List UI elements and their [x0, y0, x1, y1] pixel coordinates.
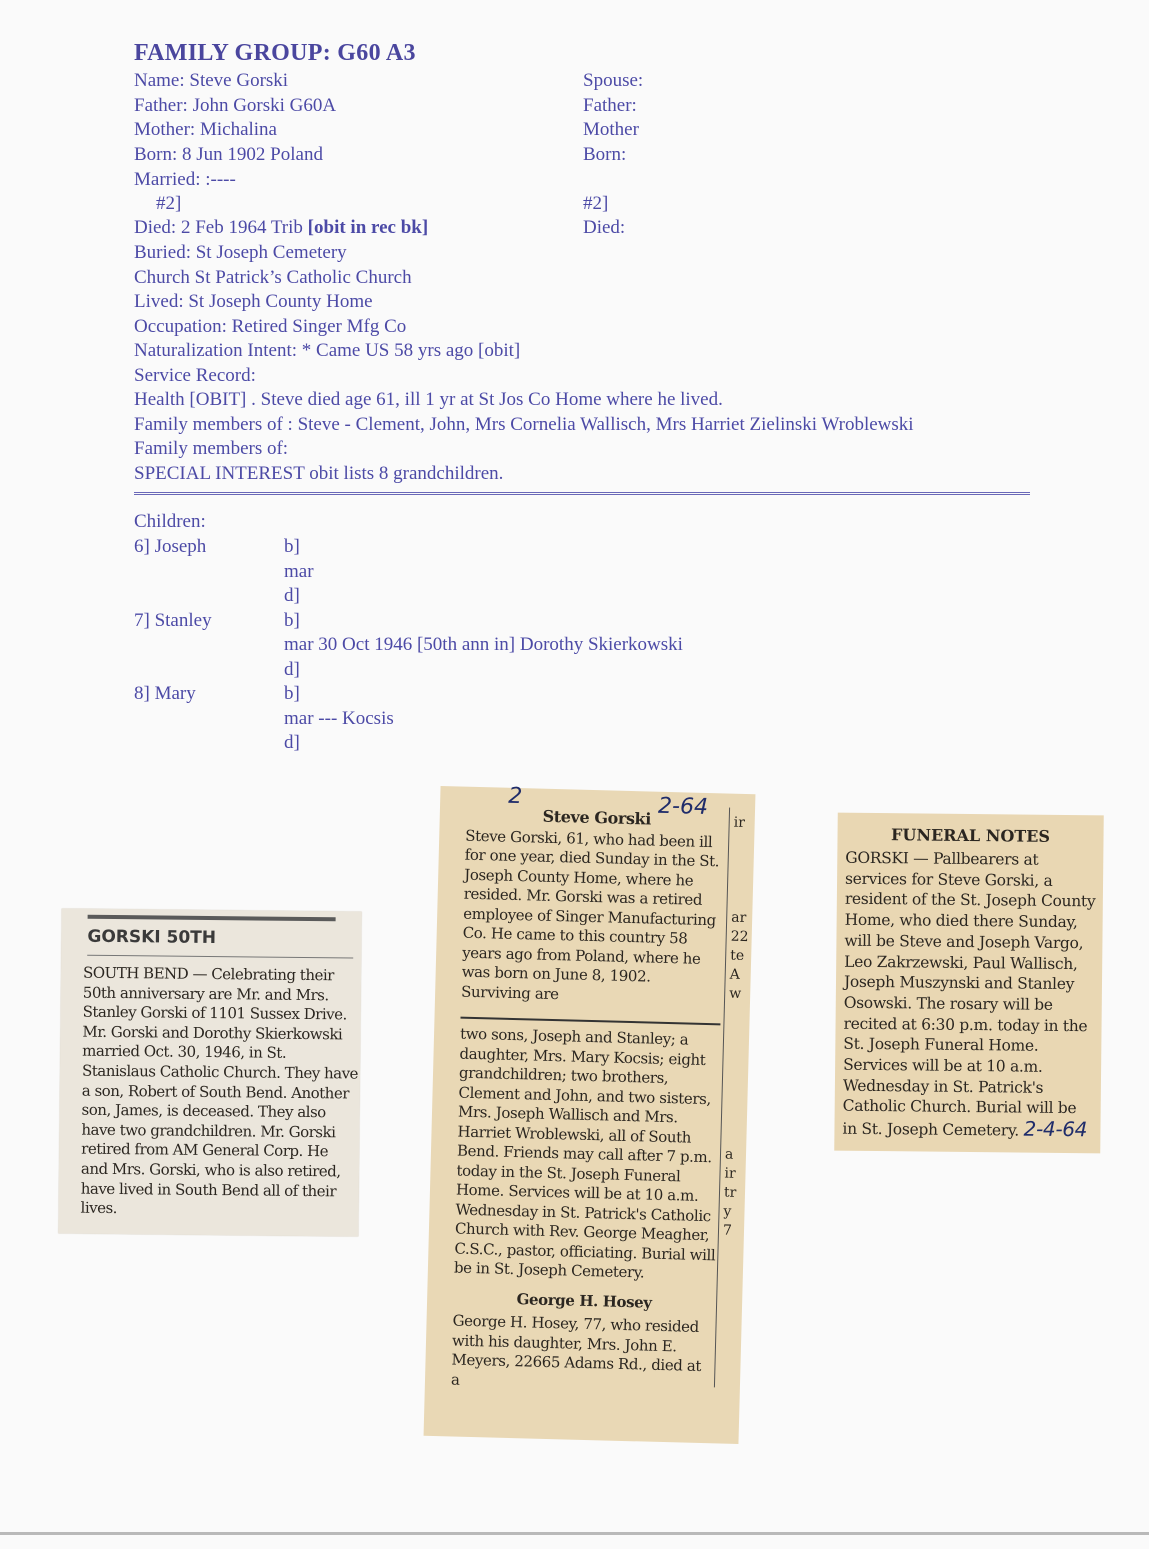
section-divider: [134, 492, 1030, 498]
child-name: 7] Stanley: [134, 610, 212, 631]
obituary-clipping: [424, 783, 756, 1444]
obituary-column-top: [461, 805, 728, 1009]
obituary-text-part2: two sons, Joseph and Stanley; a daughter, Mrs. Mary Kocsis; eight grandchildren; two brothers, Clement and John, and two sisters, Mrs. Joseph Wallisch and Mrs. Harriet Wroblewski, all of South Bend. Friends may call after 7 p.m. today in the St. Joseph Funeral Home. Services will be at 10 a.m. Wednesday in St. Patrick's Catholic Church with Rev. George Meagher, C.S.C., pastor, officiating. Burial will be in St. Joseph Cemetery.: [453, 1024, 716, 1282]
spouse-field: Spouse:: [583, 70, 644, 91]
born-field: Born: 8 Jun 1902 Poland: [134, 144, 323, 165]
child-born: b]: [284, 610, 300, 631]
child-died: d]: [284, 659, 300, 680]
adjacent-column-fragment-bottom: a ir tr y 7: [722, 1146, 737, 1239]
handwritten-date: 2-4-64: [1023, 1116, 1088, 1142]
child-born: b]: [284, 683, 300, 704]
naturalization-field: Naturalization Intent: * Came US 58 yrs ago [obit]: [134, 340, 521, 361]
child-married: mar --- Kocsis: [284, 708, 394, 729]
spouse-born-field: Born:: [583, 144, 627, 165]
funeral-notes-headline: FUNERAL NOTES: [890, 825, 1051, 846]
health-field: Health [OBIT] . Steve died age 61, ill 1 yr at St Jos Co Home where he lived.: [134, 389, 723, 410]
page-bottom-edge: [0, 1532, 1149, 1535]
service-record-field: Service Record:: [134, 365, 256, 386]
mother-field: Mother: Michalina: [134, 119, 277, 140]
headline-rule: [87, 955, 353, 959]
married-field: Married: :----: [134, 169, 236, 190]
obituary-text-part1: Steve Gorski, 61, who had been ill for one year, died Sunday in the St. Joseph County Home, where he resided. Mr. Gorski was a retired employee of Singer Manufacturing Co. He came to this country 58 years ago from Poland, where he was born on June 8, 1902. Surviving are: [460, 826, 720, 1003]
died-field: [134, 216, 428, 240]
handwritten-number: 2: [507, 783, 523, 810]
adjacent-column-fragment-top: ir ar 22 te A w: [729, 814, 749, 1002]
anniversary-body: SOUTH BEND — Celebrating their 50th anniversary are Mr. and Mrs. Stanley Gorski of 1101 Sussex Drive. Mr. Gorski and Dorothy Skierkowski married Oct. 30, 1946, in St. Stanislaus Catholic Church. They have a son, Robert of South Bend. Another son, James, is deceased. They also have two grandchildren. Mr. Gorski retired from AM General Corp. He and Mrs. Gorski, who is also retired, have lived in South Bend all of their lives.: [80, 963, 359, 1218]
second-obituary-headline: George H. Hosey: [516, 1289, 652, 1312]
name-field: Name: Steve Gorski: [134, 70, 289, 91]
child-name: 6] Joseph: [134, 536, 207, 557]
child-died: d]: [284, 585, 300, 606]
father-field: Father: John Gorski G60A: [134, 95, 337, 116]
funeral-notes-body: [842, 848, 1097, 1142]
anniversary-headline: GORSKI 50TH: [87, 926, 217, 949]
family-group-form: [134, 40, 914, 753]
special-interest-field: SPECIAL INTEREST obit lists 8 grandchildren.: [134, 463, 504, 484]
anniversary-clipping: [58, 908, 361, 1236]
lived-field: Lived: St Joseph County Home: [134, 291, 373, 312]
child-born: b]: [284, 536, 300, 557]
form-title: FAMILY GROUP: G60 A3: [134, 40, 416, 66]
handwritten-date: 2-64: [657, 793, 709, 820]
second-marriage-field: #2]: [156, 193, 182, 214]
second-obituary-text: George H. Hosey, 77, who resided with his daughter, Mrs. John E. Meyers, 22665 Adams Rd., died at a: [450, 1311, 702, 1389]
child-married: mar 30 Oct 1946 [50th ann in] Dorothy Skierkowski: [284, 634, 683, 655]
spouse-father-field: Father:: [583, 95, 637, 116]
child-married: mar: [284, 561, 314, 582]
spouse-died-field: Died:: [583, 217, 626, 238]
obituary-column-bottom: [451, 1025, 722, 1397]
died-note: [obit in rec bk]: [307, 217, 429, 238]
obituary-headline: Steve Gorski: [542, 806, 652, 829]
children-label: Children:: [134, 511, 206, 532]
clipping-top-bar: [88, 915, 336, 922]
buried-field: Buried: St Joseph Cemetery: [134, 242, 347, 263]
child-name: 8] Mary: [134, 683, 196, 704]
spouse-mother-field: Mother: [583, 119, 639, 140]
occupation-field: Occupation: Retired Singer Mfg Co: [134, 316, 407, 337]
funeral-notes-text: GORSKI — Pallbearers at services for Steve Gorski, a resident of the St. Joseph County Home, who died there Sunday, will be Steve and Joseph Vargo, Leo Zakrzewski, Paul Wallisch, Joseph Muszynski and Stanley Osowski. The rosary will be recited at 6:30 p.m. today in the St. Joseph Funeral Home. Services will be at 10 a.m. Wednesday in St. Patrick's Catholic Church. Burial will be in St. Joseph Cemetery.: [842, 848, 1096, 1140]
funeral-notes-clipping: [834, 813, 1104, 1154]
spouse-second-field: #2]: [583, 193, 609, 214]
column-separator: [460, 1017, 720, 1026]
church-field: Church St Patrick’s Catholic Church: [134, 267, 412, 288]
family-members-field-2: Family members of:: [134, 438, 289, 459]
died-value: Died: 2 Feb 1964 Trib: [134, 217, 303, 238]
family-members-field: Family members of : Steve - Clement, John, Mrs Cornelia Wallisch, Mrs Harriet Zielinski Wroblewski: [134, 414, 914, 435]
child-died: d]: [284, 732, 300, 753]
